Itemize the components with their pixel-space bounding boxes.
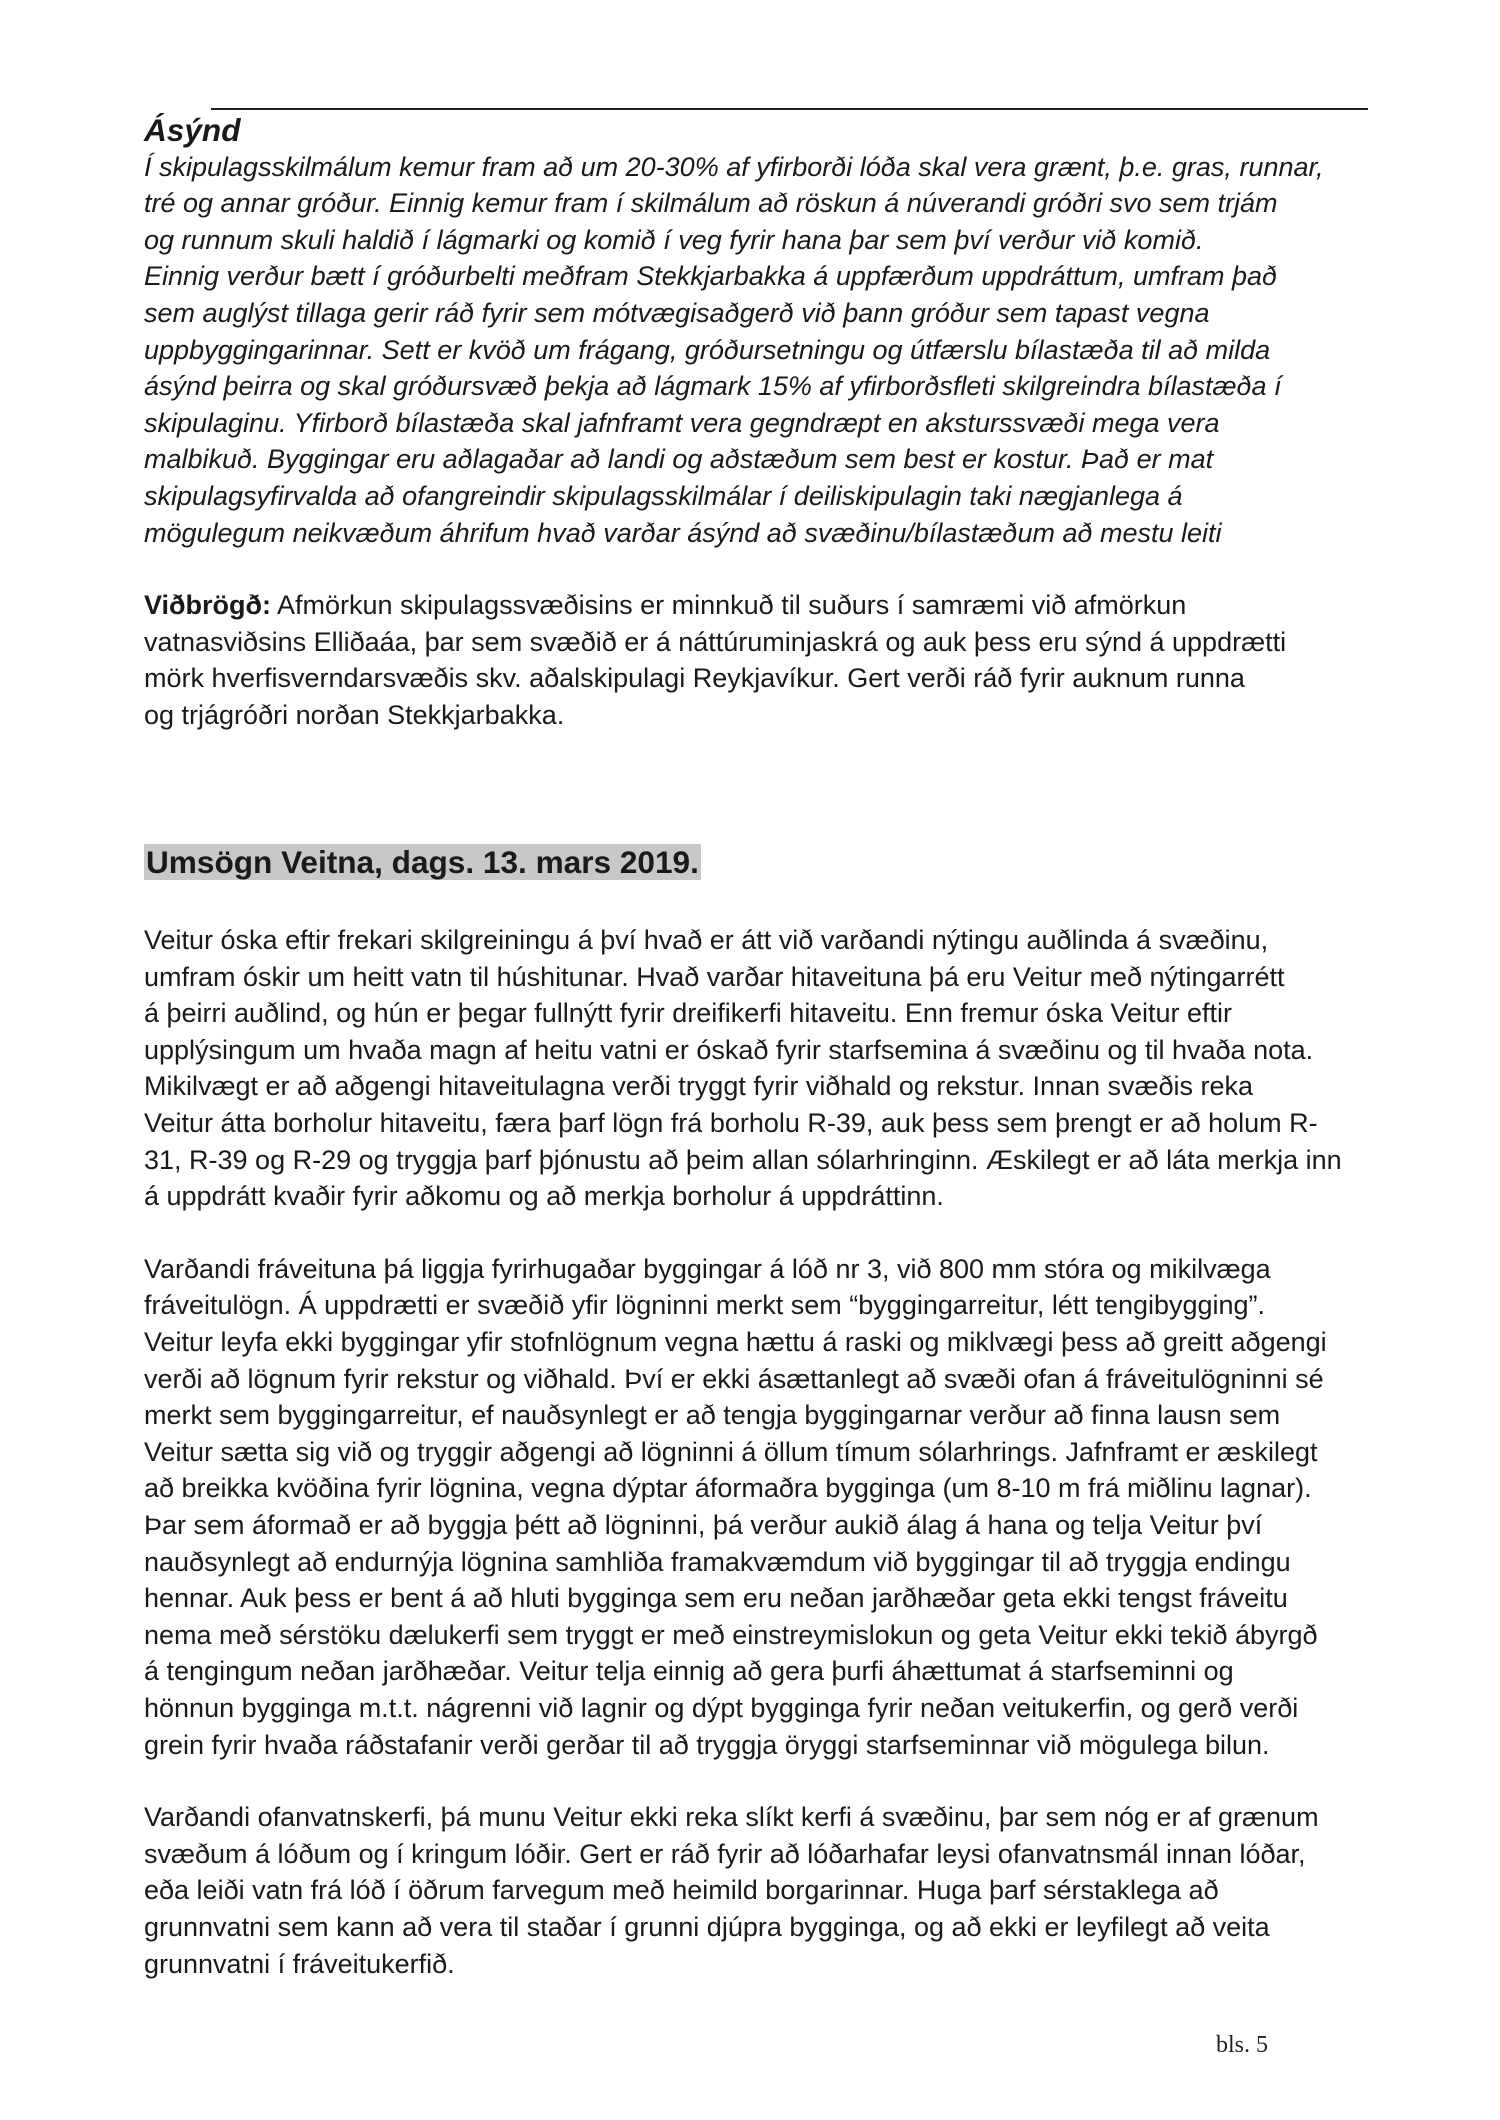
paragraph-line: grunnvatni sem kann að vera til staðar í grunni djúpra bygginga, og að ekki er leyfilegt að veita [144,1911,1270,1942]
paragraph-line: Þar sem áformað er að byggja þétt að lögninni, þá verður aukið álag á hana og telja Veitur því [144,1510,1263,1540]
paragraph-line: hennar. Auk þess er bent á að hluti bygginga sem eru neðan jarðhæðar geta ekki tengst fráveitu [144,1583,1288,1614]
vidbrogd-paragraph [144,587,1374,733]
vidbrogd-label: Viðbrögð: [144,590,271,621]
paragraph-line: svæðum á lóðum og í kringum lóðir. Gert er ráð fyrir að lóðarhafar leysi ofanvatnsmál innan lóðar, [144,1838,1306,1869]
asynd-line: Í skipulagsskilmálum kemur fram að um 20-30% af yfirborði lóða skal vera grænt, þ.e. gras, runnar, [144,151,1324,182]
asynd-line: malbikuð. Byggingar eru aðlagaðar að landi og aðstæðum sem best er kostur. Það er mat [144,444,1214,475]
paragraph-line: hönnun bygginga m.t.t. nágrenni við lagnir og dýpt bygginga fyrir neðan veitukerfin, og gerð verði [144,1692,1299,1723]
paragraph-line: merkt sem byggingarreitur, ef nauðsynlegt er að tengja byggingarnar verður að finna lausn sem [144,1400,1281,1431]
asynd-line: mögulegum neikvæðum áhrifum hvað varðar ásýnd að svæðinu/bílastæðum að mestu leiti [144,517,1222,548]
section-heading-asynd: Ásýnd [144,112,241,148]
paragraph-line: að breikka kvöðina fyrir lögnina, vegna dýptar áformaðra bygginga (um 8-10 m frá miðlinu lagnar). [144,1473,1312,1504]
paragraph-line: fráveitulögn. Á uppdrætti er svæðið yfir lögninni merkt sem “byggingarreitur, létt tengibygging”. [144,1290,1266,1321]
umsogn-paragraph-hitaveita [144,922,1374,1215]
page-number: bls. 5 [1216,2032,1269,2058]
paragraph-line: Veitur átta borholur hitaveitu, færa þarf lögn frá borholu R-39, auk þess sem þrengt er að holum R- [144,1108,1318,1139]
asynd-line: skipulagsyfirvalda að ofangreindir skipulagsskilmálar í deiliskipulagin taki nægjanlega á [144,480,1183,511]
paragraph-line: á þeirri auðlind, og hún er þegar fullnýtt fyrir dreifikerfi hitaveitu. Enn fremur óska Veitur eftir [144,998,1233,1029]
paragraph-line: á tengingum neðan jarðhæðar. Veitur telja einnig að gera þurfi áhættumat á starfseminni og [144,1656,1234,1687]
asynd-line: ásýnd þeirra og skal gróðursvæð þekja að lágmark 15% af yfirborðsfleti skilgreindra bílastæða í [144,371,1282,402]
umsogn-paragraph-ofanvatn [144,1799,1374,1982]
umsogn-paragraph-fraveita [144,1251,1374,1763]
asynd-line: tré og annar gróður. Einnig kemur fram í skilmálum að röskun á núverandi gróðri svo sem trjám [144,188,1278,219]
paragraph-line: umfram óskir um heitt vatn til húshitunar. Hvað varðar hitaveituna þá eru Veitur með nýtingarrétt [144,961,1285,992]
asynd-line: skipulaginu. Yfirborð bílastæða skal jafnframt vera gegndræpt en aksturssvæði mega vera [144,407,1220,438]
paragraph-line: nauðsynlegt að endurnýja lögnina samhliða framakvæmdum við byggingar til að tryggja endingu [144,1546,1291,1577]
vidbrogd-line: mörk hverfisverndarsvæðis skv. aðalskipulagi Reykjavíkur. Gert verði ráð fyrir auknum runna [144,663,1245,694]
paragraph-line: Veitur sætta sig við og tryggir aðgengi að lögninni á öllum tímum sólarhrings. Jafnframt er æskilegt [144,1436,1318,1467]
paragraph-line: nema með sérstöku dælukerfi sem tryggt er með einstreymislokun og geta Veitur ekki tekið ábyrgð [144,1619,1318,1650]
paragraph-line: 31, R-39 og R-29 og tryggja þarf þjónustu að þeim allan sólarhringinn. Æskilegt er að láta merkja inn [144,1144,1342,1175]
paragraph-line: Varðandi fráveituna þá liggja fyrirhugaðar byggingar á lóð nr 3, við 800 mm stóra og mikilvæga [144,1253,1271,1284]
section-heading-umsogn: Umsögn Veitna, dags. 13. mars 2019. [146,843,699,880]
asynd-line: og runnum skuli haldið í lágmarki og komið í veg fyrir hana þar sem því verður við komið. [144,224,1204,255]
paragraph-line: Mikilvægt er að aðgengi hitaveitulagna verði tryggt fyrir viðhald og rekstur. Innan svæðis reka [144,1071,1254,1102]
asynd-paragraph [144,149,1374,552]
asynd-line: sem auglýst tillaga gerir ráð fyrir sem mótvægisaðgerð við þann gróður sem tapast vegna [144,297,1210,328]
vidbrogd-line: vatnasviðsins Elliðaáa, þar sem svæðið er á náttúruminjaskrá og auk þess eru sýnd á uppdrætti [144,626,1287,657]
paragraph-line: upplýsingum um hvaða magn af heitu vatni er óskað fyrir starfsemina á svæðinu og til hvaða nota. [144,1034,1314,1065]
paragraph-line: Veitur óska eftir frekari skilgreiningu á því hvað er átt við varðandi nýtingu auðlinda á svæðinu, [144,925,1269,956]
paragraph-line: eða leiði vatn frá lóð í öðrum farvegum með heimild borgarinnar. Huga þarf sérstaklega að [144,1875,1219,1906]
paragraph-line: grunnvatni í fráveitukerfið. [144,1948,455,1979]
paragraph-line: á uppdrátt kvaðir fyrir aðkomu og að merkja borholur á uppdráttinn. [144,1181,944,1212]
paragraph-line: verði að lögnum fyrir rekstur og viðhald. Því er ekki ásættanlegt að svæði ofan á fráveitulögninni sé [144,1363,1324,1394]
vidbrogd-line: Afmörkun skipulagssvæðisins er minnkuð til suðurs í samræmi við afmörkun [270,590,1187,621]
vidbrogd-line: og trjágróðri norðan Stekkjarbakka. [144,699,565,730]
paragraph-line: Veitur leyfa ekki byggingar yfir stofnlögnum vegna hættu á raski og miklvægi þess að greitt aðgengi [144,1327,1327,1358]
page-content [144,108,1374,1982]
asynd-line: uppbyggingarinnar. Sett er kvöð um frágang, gróðursetningu og útfærslu bílastæða til að milda [144,334,1271,365]
paragraph-line: Varðandi ofanvatnskerfi, þá munu Veitur ekki reka slíkt kerfi á svæðinu, þar sem nóg er af grænum [144,1802,1319,1833]
asynd-line: Einnig verður bætt í gróðurbelti meðfram Stekkjarbakka á uppfærðum uppdráttum, umfram það [144,261,1278,292]
paragraph-line: grein fyrir hvaða ráðstafanir verði gerðar til að tryggja öryggi starfseminnar við mögulega bilun. [144,1729,1270,1760]
